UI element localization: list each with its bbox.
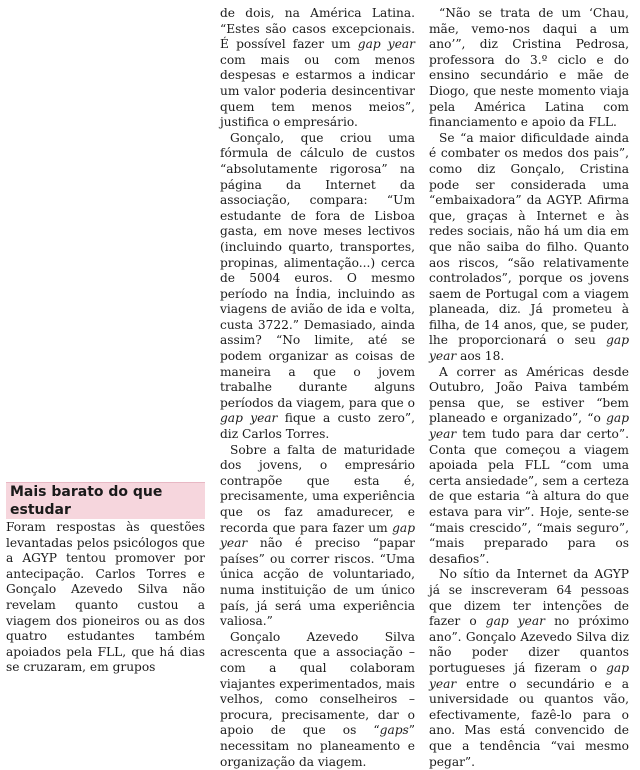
text-run: Gonçalo Azevedo Silva acrescenta que a associação – com a qual colaboram viajantes experimentados, mais velhos, como conselheiros – procura, precisamente, dar o apoio de que os “ (220, 629, 415, 738)
paragraph (220, 443, 415, 630)
article-column-3 (429, 6, 629, 770)
italic-term: gap year (357, 37, 415, 52)
italic-term: gap year (220, 411, 278, 426)
sidebar-box (6, 482, 205, 676)
text-run: A correr as Américas desde Outubro, João Paiva também pensa que, se estiver “bem planeado e organizado”, “o (429, 364, 629, 426)
italic-term: gap year (485, 614, 545, 629)
paragraph (429, 365, 629, 568)
text-run: Gonçalo, que criou uma fórmula de cálculo de custos “absolutamente rigorosa” na página da Internet da associação, compara: “Um estudante de fora de Lisboa gasta, em nove meses lectivos (incluindo quarto, transportes, propinas, alimentação...) cerca de 5004 euros. O mesmo período na Índia, incluindo as viagens de avião de ida e volta, custa 3722.” Demasiado, ainda assim? “No limite, até se podem organizar as coisas de maneira a que o jovem trabalhe durante alguns períodos da viagem, para que o (220, 130, 415, 410)
sidebar-title: Mais barato do que estudar (6, 482, 205, 519)
text-run: com mais ou com menos despesas e estarmos a indicar um valor poderia desincentivar quem tem menos meios”, justifica o empresário. (220, 52, 415, 130)
italic-term: gap year (429, 411, 629, 442)
paragraph (220, 630, 415, 770)
text-run: tem tudo para dar certo”. Conta que começou a viagem apoiada pela FLL “com uma certa ansiedade”, sem a certeza de que estaria “à altura do que estava para vir”. Hoje, sente-se “mais crescido”, “mais seguro”, “mais preparado para os desafios”. (429, 427, 629, 566)
text-run: entre o secundário e a universidade ou quantos vão, efectivamente, fazê-lo para o ano. Mas está convencido de que a tendência “vai mesmo pegar”. (429, 676, 629, 769)
italic-term: gap year (220, 520, 415, 551)
paragraph (429, 567, 629, 770)
paragraph (429, 131, 629, 365)
text-run: de dois, na América Latina. “Estes são casos excepcionais. É possível fazer um (220, 6, 415, 52)
text-run: Sobre a falta de maturidade dos jovens, o empresário contrapõe que esta é, precisamente, uma experiência que os faz amadurecer, e recorda que para fazer um (220, 442, 415, 535)
text-run: fique a custo zero”, diz Carlos Torres. (220, 411, 415, 442)
italic-term: gap year (429, 333, 629, 364)
italic-term: gaps (379, 723, 409, 738)
text-run: No sítio da Internet da AGYP já se inscreveram 64 pessoas que dizem ter intenções de fazer o (429, 567, 629, 629)
text-run: Foram respostas às questões levantadas pelos psicólogos que a AGYP tentou promover por antecipação. Carlos Torres e Gonçalo Azevedo Silva não revelam quanto custou a viagem dos pioneiros ou as dos quatro estudantes também apoiados pela FLL, que há dias se cruzaram, em grupos (6, 520, 205, 675)
paragraph (220, 131, 415, 443)
paragraph (220, 6, 415, 131)
paragraph (429, 6, 629, 131)
text-run: “Não se trata de um ‘Chau, mãe, vemo-nos daqui a um ano’”, diz Cristina Pedrosa, professora do 3.º ciclo e do ensino secundário e mãe de Diogo, que neste momento viaja pela América Latina com financiamento e apoio da FLL. (429, 6, 629, 130)
article-column-2 (220, 6, 415, 770)
sidebar-body (6, 520, 205, 676)
text-run: Se “a maior dificuldade ainda é combater os medos dos pais”, como diz Gonçalo, Cristina pode ser considerada uma “embaixadora” da AGYP. Afirma que, graças à Internet e às redes sociais, não há um dia em que não saiba do filho. Quanto aos riscos, “são relativamente controlados”, porque os jovens saem de Portugal com a viagem planeada, diz. Já prometeu à filha, de 14 anos, que, se puder, lhe proporcionará o seu (429, 130, 629, 348)
text-run: no próximo ano”. Gonçalo Azevedo Silva diz não poder dizer quantos portugueses já fizeram o (429, 614, 629, 675)
text-run: não é preciso “papar países” ou correr riscos. “Uma única acção de voluntariado, numa instituição de um único país, já será uma experiência valiosa.” (220, 536, 415, 629)
text-run: ” necessitam no planeamento e organização da viagem. (220, 723, 415, 769)
italic-term: gap year (429, 660, 629, 691)
paragraph (6, 520, 205, 676)
text-run: aos 18. (456, 349, 505, 364)
